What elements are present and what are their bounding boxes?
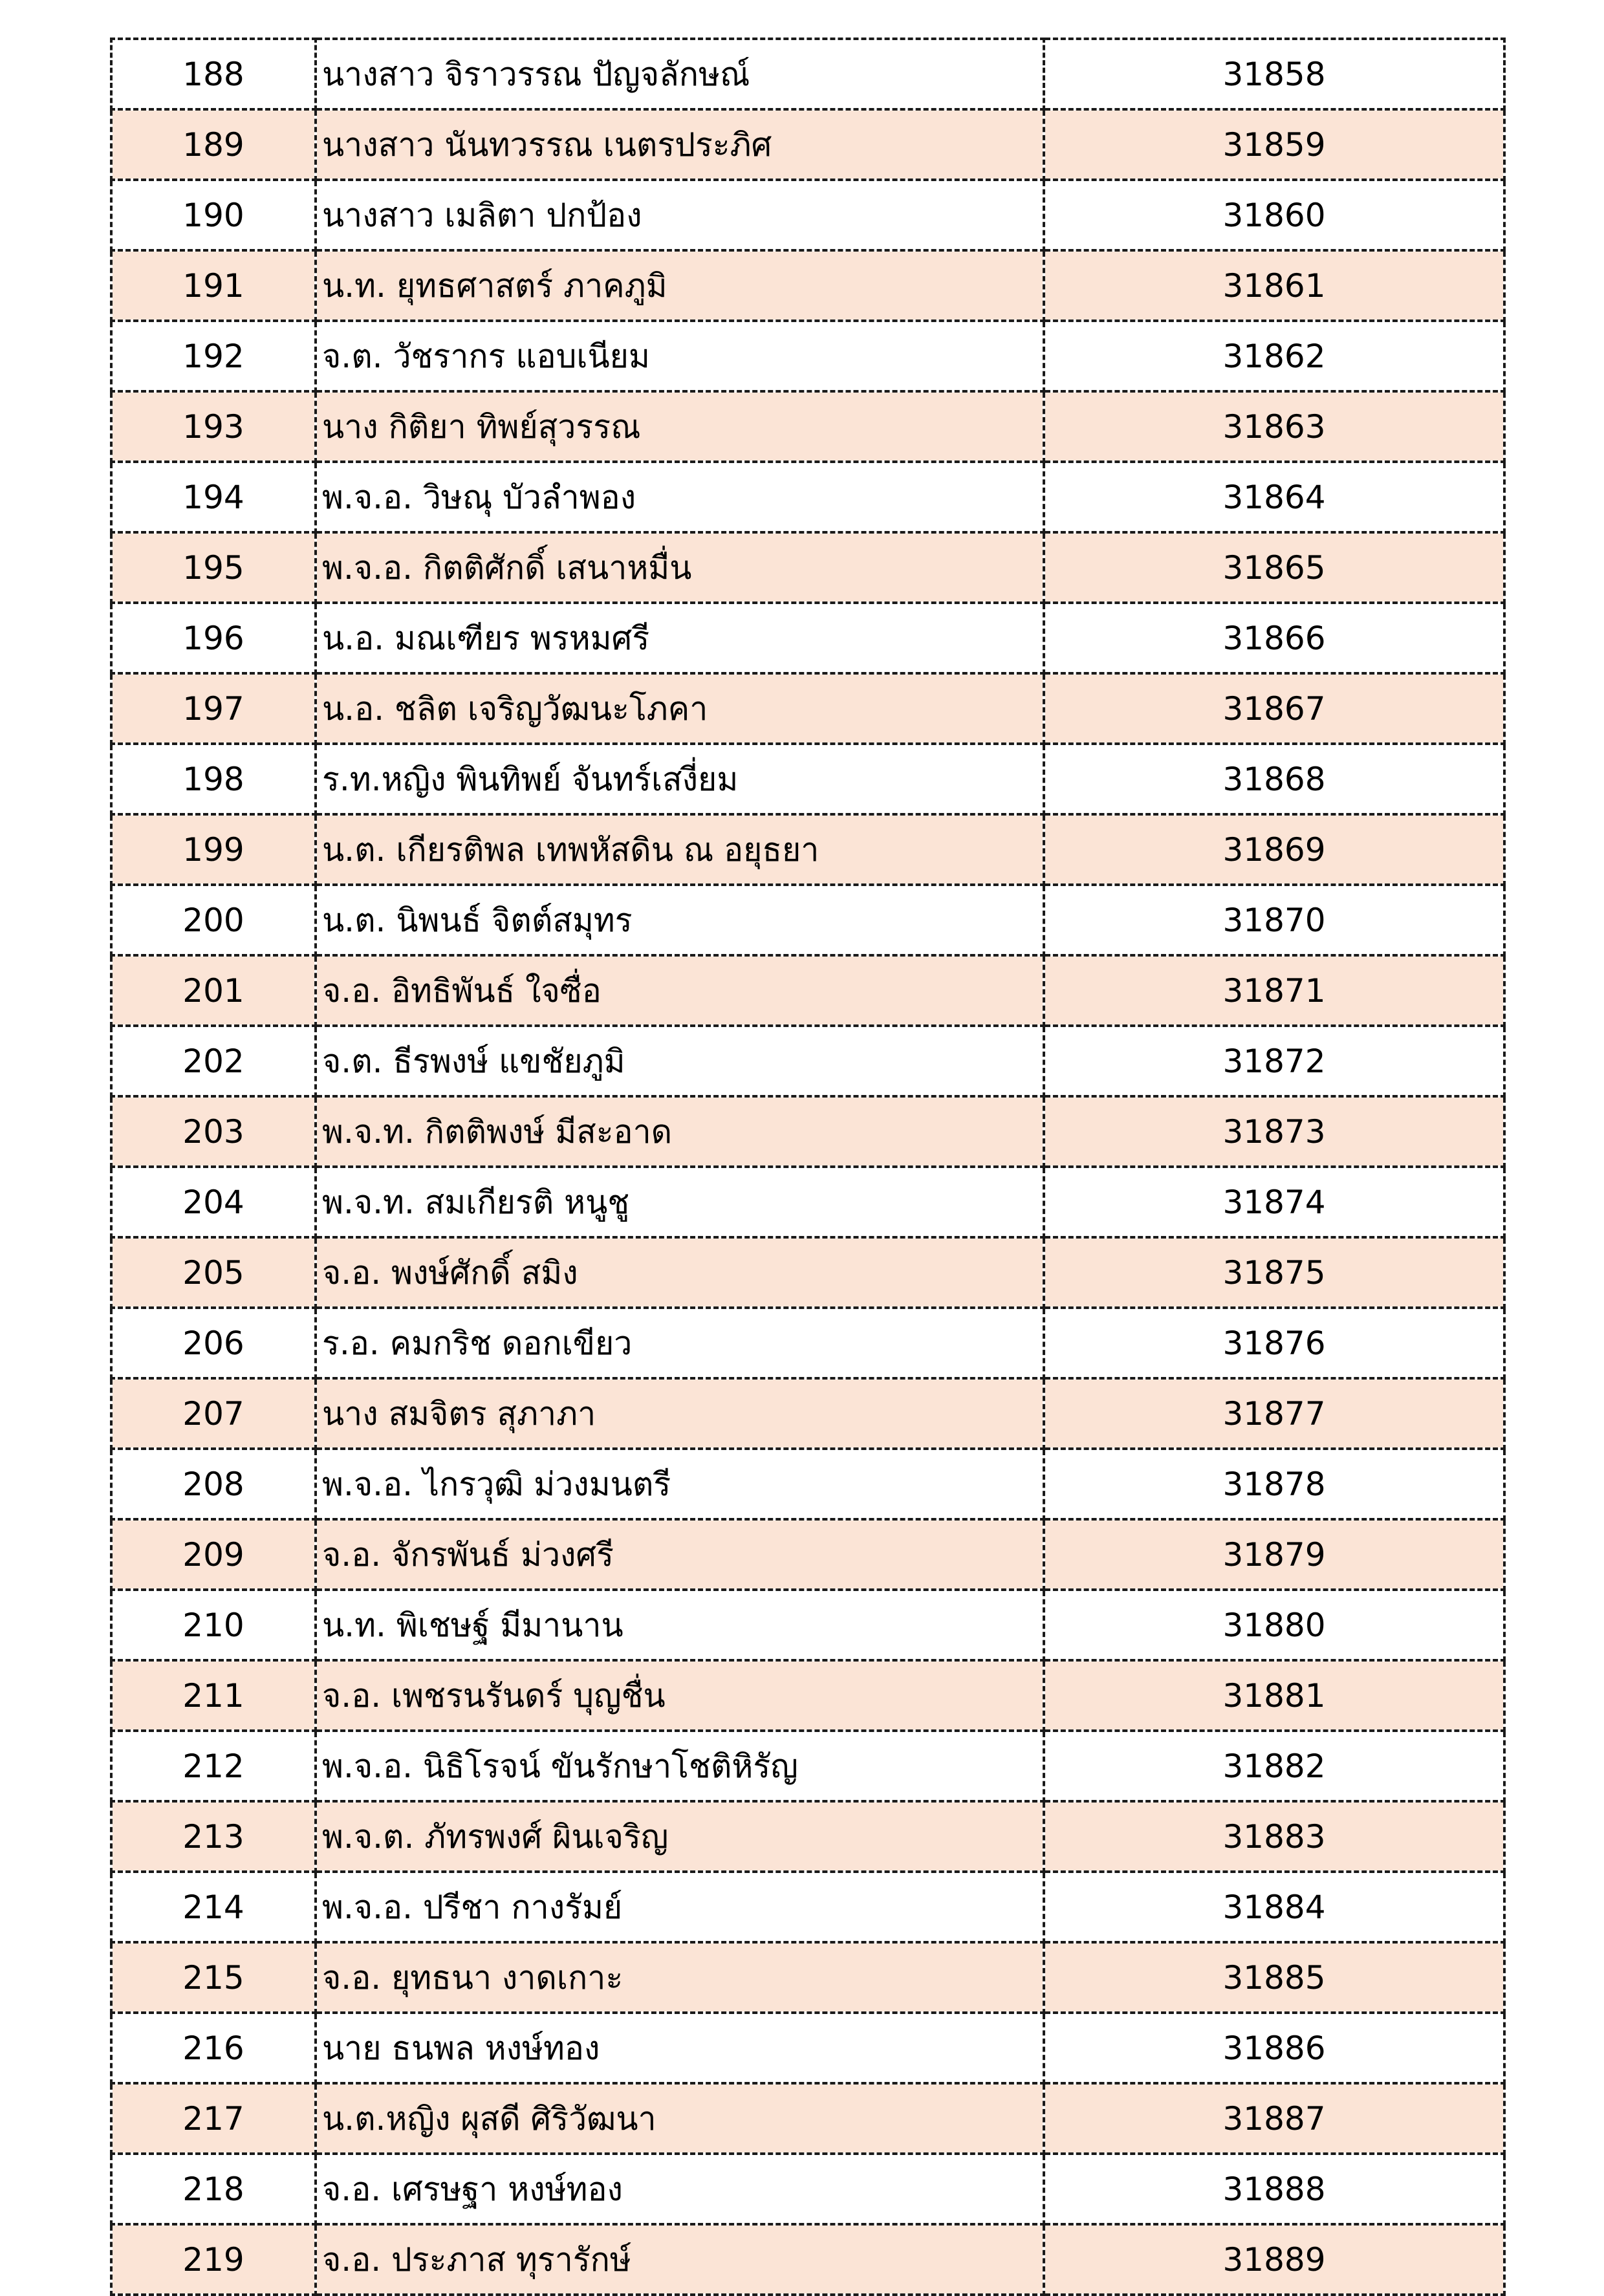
person-name-cell: จ.ต. ธีรพงษ์ แขชัยภูมิ	[316, 1026, 1044, 1096]
row-number-cell: 191	[111, 250, 316, 321]
row-number-cell: 211	[111, 1660, 316, 1731]
row-number-cell: 198	[111, 744, 316, 814]
person-name-cell: จ.อ. พงษ์ศักดิ์ สมิง	[316, 1237, 1044, 1308]
person-name-cell: ร.ท.หญิง พินทิพย์ จันทร์เสงี่ยม	[316, 744, 1044, 814]
table-row	[111, 39, 1504, 109]
person-name-cell: จ.อ. เพชรนรันดร์ บุญชื่น	[316, 1660, 1044, 1731]
row-number-cell: 219	[111, 2224, 316, 2295]
id-number-cell: 31877	[1044, 1378, 1504, 1449]
person-name-cell: นางสาว นันทวรรณ เนตรประภิศ	[316, 109, 1044, 180]
id-number-cell: 31860	[1044, 180, 1504, 250]
id-number-cell: 31874	[1044, 1167, 1504, 1237]
person-name-cell: จ.อ. เศรษฐา หงษ์ทอง	[316, 2154, 1044, 2224]
id-number-cell: 31880	[1044, 1590, 1504, 1660]
table-row	[111, 250, 1504, 321]
table-row	[111, 1449, 1504, 1519]
person-name-cell: จ.อ. ยุทธนา งาดเกาะ	[316, 1942, 1044, 2013]
row-number-cell: 212	[111, 1731, 316, 1801]
roster-table	[110, 38, 1506, 2296]
person-name-cell: พ.จ.อ. กิตติศักดิ์ เสนาหมื่น	[316, 532, 1044, 603]
id-number-cell: 31875	[1044, 1237, 1504, 1308]
table-row	[111, 1660, 1504, 1731]
person-name-cell: พ.จ.ต. ภัทรพงศ์ ผินเจริญ	[316, 1801, 1044, 1872]
id-number-cell: 31889	[1044, 2224, 1504, 2295]
id-number-cell: 31863	[1044, 391, 1504, 462]
person-name-cell: น.อ. มณเฑียร พรหมศรี	[316, 603, 1044, 673]
person-name-cell: น.อ. ชลิต เจริญวัฒนะโภคา	[316, 673, 1044, 744]
person-name-cell: พ.จ.อ. วิษณุ บัวลำพอง	[316, 462, 1044, 532]
id-number-cell: 31859	[1044, 109, 1504, 180]
person-name-cell: น.ท. พิเชษฐ์ มีมานาน	[316, 1590, 1044, 1660]
table-row	[111, 1308, 1504, 1378]
row-number-cell: 196	[111, 603, 316, 673]
id-number-cell: 31882	[1044, 1731, 1504, 1801]
table-row	[111, 1378, 1504, 1449]
id-number-cell: 31876	[1044, 1308, 1504, 1378]
table-row	[111, 462, 1504, 532]
id-number-cell: 31885	[1044, 1942, 1504, 2013]
row-number-cell: 200	[111, 885, 316, 955]
table-row	[111, 391, 1504, 462]
row-number-cell: 217	[111, 2083, 316, 2154]
row-number-cell: 192	[111, 321, 316, 391]
id-number-cell: 31861	[1044, 250, 1504, 321]
row-number-cell: 193	[111, 391, 316, 462]
person-name-cell: พ.จ.อ. นิธิโรจน์ ขันรักษาโชติหิรัญ	[316, 1731, 1044, 1801]
person-name-cell: จ.อ. อิทธิพันธ์ ใจซื่อ	[316, 955, 1044, 1026]
id-number-cell: 31871	[1044, 955, 1504, 1026]
id-number-cell: 31872	[1044, 1026, 1504, 1096]
table-row	[111, 673, 1504, 744]
row-number-cell: 195	[111, 532, 316, 603]
id-number-cell: 31884	[1044, 1872, 1504, 1942]
table-row	[111, 1026, 1504, 1096]
table-row	[111, 1801, 1504, 1872]
person-name-cell: นาง สมจิตร สุภาภา	[316, 1378, 1044, 1449]
row-number-cell: 218	[111, 2154, 316, 2224]
person-name-cell: น.ท. ยุทธศาสตร์ ภาคภูมิ	[316, 250, 1044, 321]
id-number-cell: 31886	[1044, 2013, 1504, 2083]
person-name-cell: พ.จ.อ. ไกรวุฒิ ม่วงมนตรี	[316, 1449, 1044, 1519]
table-row	[111, 2013, 1504, 2083]
person-name-cell: นางสาว จิราวรรณ ปัญจลักษณ์	[316, 39, 1044, 109]
table-row	[111, 180, 1504, 250]
row-number-cell: 190	[111, 180, 316, 250]
row-number-cell: 201	[111, 955, 316, 1026]
person-name-cell: จ.อ. จักรพันธ์ ม่วงศรี	[316, 1519, 1044, 1590]
id-number-cell: 31881	[1044, 1660, 1504, 1731]
id-number-cell: 31878	[1044, 1449, 1504, 1519]
table-row	[111, 2224, 1504, 2295]
table-row	[111, 885, 1504, 955]
id-number-cell: 31865	[1044, 532, 1504, 603]
row-number-cell: 209	[111, 1519, 316, 1590]
id-number-cell: 31858	[1044, 39, 1504, 109]
person-name-cell: นาง กิติยา ทิพย์สุวรรณ	[316, 391, 1044, 462]
roster-table-body	[111, 39, 1504, 2295]
row-number-cell: 204	[111, 1167, 316, 1237]
row-number-cell: 199	[111, 814, 316, 885]
table-row	[111, 2083, 1504, 2154]
row-number-cell: 197	[111, 673, 316, 744]
person-name-cell: พ.จ.ท. สมเกียรติ หนูชู	[316, 1167, 1044, 1237]
person-name-cell: พ.จ.ท. กิตติพงษ์ มีสะอาด	[316, 1096, 1044, 1167]
row-number-cell: 208	[111, 1449, 316, 1519]
row-number-cell: 203	[111, 1096, 316, 1167]
person-name-cell: นาย ธนพล หงษ์ทอง	[316, 2013, 1044, 2083]
table-row	[111, 1942, 1504, 2013]
id-number-cell: 31883	[1044, 1801, 1504, 1872]
person-name-cell: จ.อ. ประภาส ทุรารักษ์	[316, 2224, 1044, 2295]
id-number-cell: 31870	[1044, 885, 1504, 955]
row-number-cell: 202	[111, 1026, 316, 1096]
table-row	[111, 1590, 1504, 1660]
table-row	[111, 2154, 1504, 2224]
table-row	[111, 1167, 1504, 1237]
row-number-cell: 215	[111, 1942, 316, 2013]
id-number-cell: 31887	[1044, 2083, 1504, 2154]
table-row	[111, 814, 1504, 885]
id-number-cell: 31868	[1044, 744, 1504, 814]
table-row	[111, 1731, 1504, 1801]
table-row	[111, 1237, 1504, 1308]
person-name-cell: พ.จ.อ. ปรีชา กางรัมย์	[316, 1872, 1044, 1942]
id-number-cell: 31888	[1044, 2154, 1504, 2224]
table-row	[111, 955, 1504, 1026]
person-name-cell: จ.ต. วัชรากร แอบเนียม	[316, 321, 1044, 391]
id-number-cell: 31864	[1044, 462, 1504, 532]
table-row	[111, 1096, 1504, 1167]
row-number-cell: 210	[111, 1590, 316, 1660]
row-number-cell: 213	[111, 1801, 316, 1872]
id-number-cell: 31862	[1044, 321, 1504, 391]
id-number-cell: 31873	[1044, 1096, 1504, 1167]
table-row	[111, 109, 1504, 180]
row-number-cell: 214	[111, 1872, 316, 1942]
row-number-cell: 194	[111, 462, 316, 532]
row-number-cell: 216	[111, 2013, 316, 2083]
person-name-cell: น.ต.หญิง ผุสดี ศิริวัฒนา	[316, 2083, 1044, 2154]
row-number-cell: 189	[111, 109, 316, 180]
row-number-cell: 188	[111, 39, 316, 109]
table-row	[111, 1872, 1504, 1942]
row-number-cell: 206	[111, 1308, 316, 1378]
id-number-cell: 31869	[1044, 814, 1504, 885]
table-row	[111, 744, 1504, 814]
person-name-cell: นางสาว เมลิตา ปกป้อง	[316, 180, 1044, 250]
row-number-cell: 207	[111, 1378, 316, 1449]
person-name-cell: น.ต. นิพนธ์ จิตต์สมุทร	[316, 885, 1044, 955]
id-number-cell: 31879	[1044, 1519, 1504, 1590]
table-row	[111, 532, 1504, 603]
row-number-cell: 205	[111, 1237, 316, 1308]
table-row	[111, 321, 1504, 391]
table-row	[111, 603, 1504, 673]
id-number-cell: 31867	[1044, 673, 1504, 744]
person-name-cell: น.ต. เกียรติพล เทพหัสดิน ณ อยุธยา	[316, 814, 1044, 885]
table-row	[111, 1519, 1504, 1590]
person-name-cell: ร.อ. คมกริช ดอกเขียว	[316, 1308, 1044, 1378]
id-number-cell: 31866	[1044, 603, 1504, 673]
